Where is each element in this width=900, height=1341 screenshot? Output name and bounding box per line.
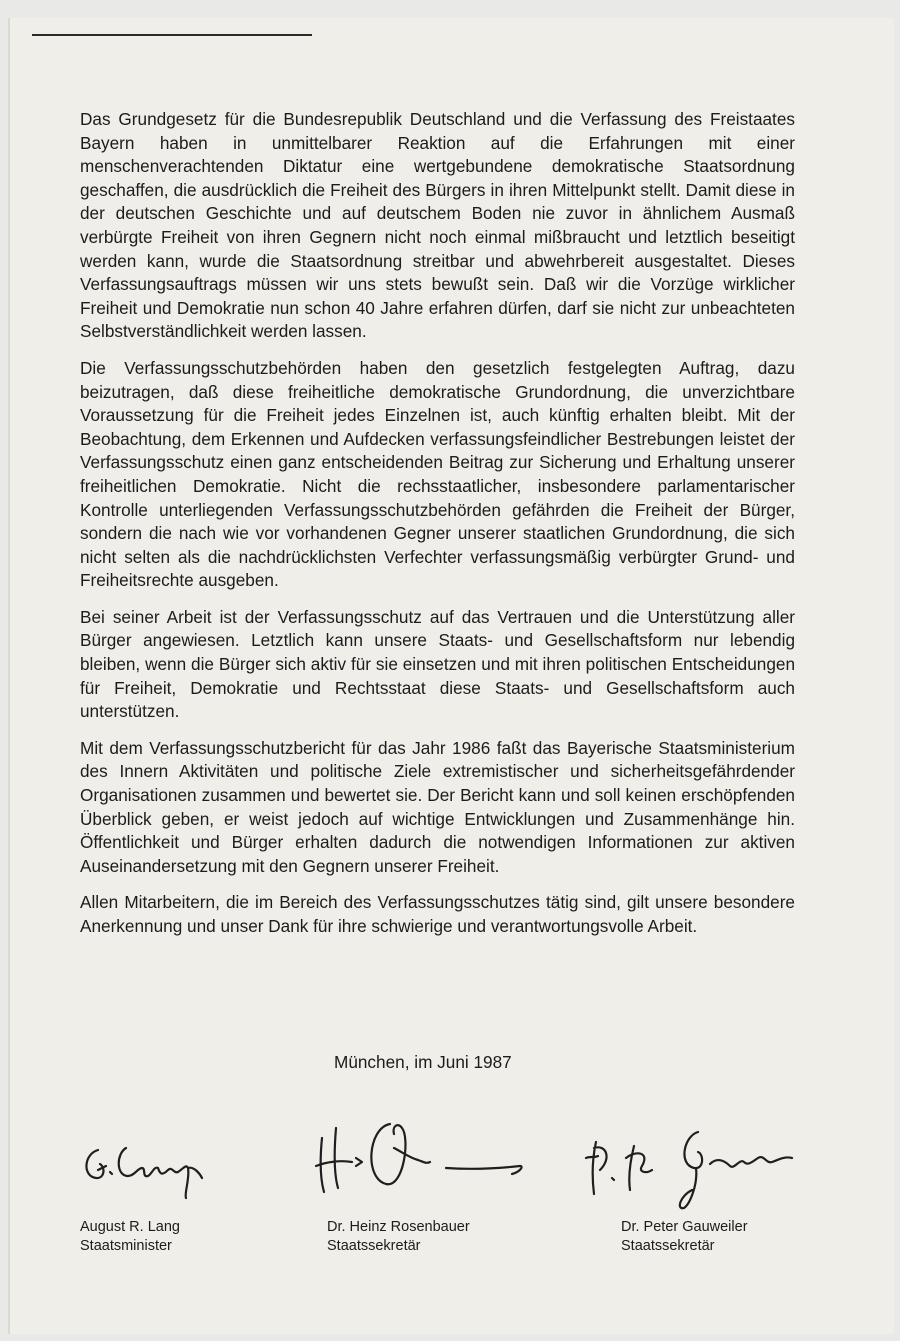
signature-gauweiler bbox=[580, 1118, 810, 1218]
dateline: München, im Juni 1987 bbox=[334, 1052, 512, 1072]
top-rule bbox=[32, 34, 312, 36]
signatory-name: Dr. Peter Gauweiler bbox=[621, 1219, 748, 1235]
paragraph-2: Die Verfassungsschutzbehörden haben den gesetzlich festgelegten Auftrag, dazu beizutragen, daß diese freiheitliche demokratische Grundordnung, die unverzichtbare Voraussetzung für die Freiheit jedes Einzelnen ist, auch künftig erhalten bleibt. Mit der Beobachtung, dem Erkennen und Aufdecken verfassungsfeindlicher Bestrebungen leistet der Verfassungsschutz einen ganz entscheidenden Beitrag zur Sicherung und Erhaltung unserer freiheitlichen Demokratie. Nicht die rechsstaatlicher, insbesondere parlamentarischer Kontrolle unterliegenden Verfassungsschutzbehörden gefährden die Freiheit der Bürger, sondern die nach wie vor vorhandenen Gegner unserer staatlichen Grundordnung, die sich nicht selten als die nachdrücklichsten Verfechter verfassungsmäßig verbürgter Grund- und Freiheitsrechte ausgeben. bbox=[80, 357, 795, 591]
signatory-title: Staatssekretär bbox=[327, 1238, 421, 1254]
document-body bbox=[80, 108, 795, 952]
signature-lang bbox=[76, 1128, 276, 1208]
paragraph-1: Das Grundgesetz für die Bundesrepublik Deutschland und die Verfassung des Freistaates Bayern haben in unmittelbarer Reaktion auf die Erfahrungen mit einer menschenverachtenden Diktatur eine wertgebundene demokratische Staatsordnung geschaffen, die ausdrücklich die Freiheit des Bürgers in ihren Mittelpunkt stellt. Damit diese in der deutschen Geschichte und auf deutschem Boden nie zuvor in ähnlichem Ausmaß verbürgte Freiheit von ihren Gegnern nicht noch einmal mißbraucht und letztlich beseitigt werden kann, wurde die Staatsordnung streitbar und abwehrbereit ausgestaltet. Dieses Verfassungsauftrags müssen wir uns stets bewußt sein. Daß wir die Vorzüge wirklicher Freiheit und Demokratie nun schon 40 Jahre erfahren dürfen, darf sie nicht zur unbeachteten Selbstverständlichkeit werden lassen. bbox=[80, 109, 795, 342]
signatory-title: Staatssekretär bbox=[621, 1238, 715, 1254]
signatory-title: Staatsminister bbox=[80, 1238, 172, 1254]
signatory-3 bbox=[621, 1218, 748, 1256]
signatory-1 bbox=[80, 1218, 180, 1256]
signatory-name: Dr. Heinz Rosenbauer bbox=[327, 1219, 470, 1235]
signatory-2 bbox=[327, 1218, 470, 1256]
signature-rosenbauer bbox=[306, 1108, 576, 1208]
signatory-name: August R. Lang bbox=[80, 1219, 180, 1235]
paragraph-5: Allen Mitarbeitern, die im Bereich des Verfassungsschutzes tätig sind, gilt unsere besondere Anerkennung und unser Dank für ihre schwierige und verantwortungsvolle Arbeit. bbox=[80, 892, 795, 936]
paragraph-4: Mit dem Verfassungsschutzbericht für das Jahr 1986 faßt das Bayerische Staatsministerium des Innern Aktivitäten und politische Ziele extremistischer und sicherheitsgefährdender Organisationen zusammen und bewertet sie. Der Bericht kann und soll keinen erschöpfenden Überblick geben, er weist jedoch auf wichtige Entwicklungen und Zusammenhänge hin. Öffentlichkeit und Bürger erhalten dadurch die notwendigen Informationen zur aktiven Auseinandersetzung mit den Gegnern unserer Freiheit. bbox=[80, 737, 795, 876]
paragraph-3: Bei seiner Arbeit ist der Verfassungsschutz auf das Vertrauen und die Unterstützung aller Bürger angewiesen. Letztlich kann unsere Staats- und Gesellschaftsform nur lebendig bleiben, wenn die Bürger sich aktiv für sie einsetzen und mit ihren politischen Entscheidungen für Freiheit, Demokratie und Rechtsstaat diese Staats- und Gesellschaftsform auch unterstützen. bbox=[80, 606, 795, 722]
